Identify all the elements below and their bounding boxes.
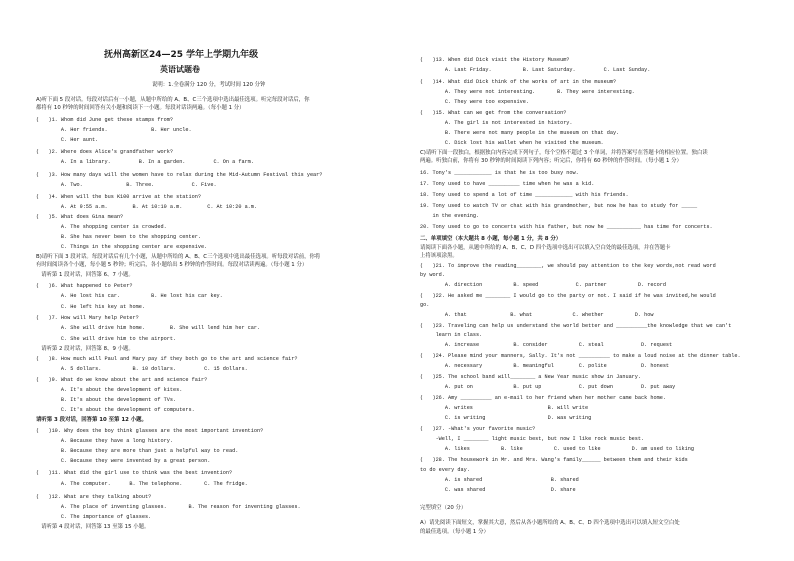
question-line: ( )4. When will the bus K100 arrive at the station? xyxy=(36,194,201,200)
question-line: ( )23. Traveling can help us understand the world better and __________the knowledge that we can't xyxy=(420,323,732,329)
question-line: ( )13. When did Dick visit the History Museum? xyxy=(420,57,570,63)
text-line: C)请听下面一段独白，根据独白内容完成下列句子，每个空格不超过 3 个单词，并将答案写在答题卡的相应位置。独白读 xyxy=(420,150,708,156)
question-line: ( )27. -What's your favorite music? xyxy=(420,426,536,432)
option-line: C. She will drive him to the airport. xyxy=(36,336,177,342)
fill-line: 20. Tony used to go to concerts with his father, but now he ___________ has time for concerts. xyxy=(420,224,713,230)
option-line: A. The place of inventing glasses. B. The reason for inventing glasses. xyxy=(36,504,301,510)
question-line: learn in class. xyxy=(420,332,483,338)
option-line: A. direction B. speed C. partner D. record xyxy=(420,282,666,288)
option-line: C. Dick lost his wallet when he visited the museum. xyxy=(420,140,604,146)
question-line: ( )22. He asked me ________ I would go to the party or not. I said if he was invited,he would xyxy=(420,293,716,299)
text-line: 都将有 10 秒钟的时间回答有关小题和阅读下一小题。每段对话读两遍。（每小题 1 分） xyxy=(36,105,245,111)
section-heading: 二、单项填空（本大题共 8 小题，每小题 1 分，共 8 分） xyxy=(420,236,562,242)
option-line: C. He left his key at home. xyxy=(36,304,145,310)
option-line: A. The shopping center is crowded. xyxy=(36,224,167,230)
question-line: by word. xyxy=(420,272,445,278)
text-line: 两遍。听独白前，你将有 30 秒钟的时间阅读下列内容；听完后，你将有 60 秒钟的作答时间。（每小题 1 分） xyxy=(420,158,682,164)
option-line: A. Last Friday. B. Last Saturday. C. Last Sunday. xyxy=(420,67,651,73)
option-line: C. is writing D. was writing xyxy=(420,415,592,421)
question-line: ( )25. The school band will________ a New Year music show in January. xyxy=(420,374,642,380)
option-line: A. 5 dollars. B. 10 dollars. C. 15 dollars. xyxy=(36,366,248,372)
option-line: A. is shared B. shared xyxy=(420,477,579,483)
text-line: A)听下面 5 段对话。每段对话后有一小题，从题中所给的 A、B、C三个选项中选出最佳选项。听完每段对话后，你 xyxy=(36,97,310,103)
option-line: C. Because they were invented by a great person. xyxy=(36,458,211,464)
option-line: A. Because they have a long history. xyxy=(36,438,173,444)
text-line: 请听第 2 段对话，回答第 8、9 小题。 xyxy=(36,346,134,352)
option-line: C. Her aunt. xyxy=(36,137,99,143)
text-line: 请听第 4 段对话，回答第 13 至第 15 小题。 xyxy=(36,524,150,530)
text-line: 请听第 3 段对话，回答第 10 至第 12 小题。 xyxy=(36,417,147,423)
question-line: ( )24. Please mind your manners, Sally. It's not __________ to make a loud noise at the dinner table. xyxy=(420,353,741,359)
option-line: C. They were too expensive. xyxy=(420,99,529,105)
option-line: A. She will drive him home. B. She will lend him her car. xyxy=(36,325,261,331)
exam-subtitle: 英语试题卷 xyxy=(160,65,200,74)
question-line: ( )15. What can we get from the conversation? xyxy=(420,110,567,116)
question-line: ( )14. What did Dick think of the works of art in the museum? xyxy=(420,79,617,85)
question-line: ( )3. How many days will the women have to relax during the Mid-Autumn Festival this year? xyxy=(36,172,323,178)
option-line: A. writes B. will write xyxy=(420,405,589,411)
right-column xyxy=(420,0,780,561)
option-line: A. At 9:55 a.m. B. At 10:10 a.m. C. At 10:20 a.m. xyxy=(36,204,258,210)
option-line: A. increase B. consider C. steal D. request xyxy=(420,342,673,348)
question-line: ( )6. What happened to Peter? xyxy=(36,283,133,289)
exam-title: 抚州高新区24—25 学年上学期九年级 xyxy=(104,50,259,60)
option-line: A. likes B. like C. used to like D. am used to liking xyxy=(420,446,694,452)
question-line: to do every day. xyxy=(420,467,470,473)
option-line: B. It's about the development of TVs. xyxy=(36,397,177,403)
option-line: A. Her friends. B. Her uncle. xyxy=(36,127,192,133)
fill-line: 16. Tony's ____________ is that he is too busy now. xyxy=(420,170,579,176)
question-line: ( )10. Why does the boy think glasses are the most important invention? xyxy=(36,428,264,434)
question-line: ( )11. What did the girl use to think was the best invention? xyxy=(36,470,233,476)
fill-line: in the evening. xyxy=(420,213,480,219)
option-line: C. It's about the development of computers. xyxy=(36,407,195,413)
text-line: 的最佳选项。（每小题 1 分） xyxy=(420,529,489,535)
text-line: 上将该项涂黑。 xyxy=(420,253,458,259)
option-line: C. Things in the shopping center are expensive. xyxy=(36,244,208,250)
fill-line: 19. Tony used to watch TV or chat with his grandmother, but now he has to study for _____ xyxy=(420,203,698,209)
question-line: go. xyxy=(420,302,430,308)
option-line: A. It's about the development of kites. xyxy=(36,387,183,393)
question-line: ( )12. What are they talking about? xyxy=(36,494,152,500)
question-line: ( )1. Whom did June get these stamps from? xyxy=(36,117,173,123)
question-line: ( )28. The housework in Mr. and Mrs. Wang's family______ between them and their kids xyxy=(420,457,688,463)
question-line: ( )9. What do we know about the art and science fair? xyxy=(36,377,208,383)
question-line: -Well, I ________ light music best, but now I like rock music best. xyxy=(420,436,645,442)
option-line: B. She has never been to the shopping center. xyxy=(36,234,201,240)
question-line: ( )5. What does Gina mean? xyxy=(36,214,124,220)
left-column xyxy=(36,0,398,561)
exam-notice: 说明：1.全卷满分 120 分，考试时间 120 分钟 xyxy=(152,82,266,88)
text-line: 请阅读下面各小题，从题中所给的 A、B、C、D 四个选项中选出可以填入空白处的最佳选项，并在答题卡 xyxy=(420,245,671,251)
option-line: A. The computer. B. The telephone. C. The fridge. xyxy=(36,481,248,487)
question-line: ( )26. Amy __________ an e-mail to her friend when her mother came back home. xyxy=(420,395,666,401)
fill-line: 18. Tony used to spend a lot of time ____________ with his friends. xyxy=(420,192,629,198)
option-line: C. The importance of glasses. xyxy=(36,514,152,520)
text-line: B)请听下面 3 段对话。每段对话后有几个小题，从题中所给的 A、B、C三个选项中选出最佳选项。听每段对话前，你将 xyxy=(36,254,321,260)
option-line: A. put on B. put up C. put down D. put away xyxy=(420,384,676,390)
option-line: A. necessary B. meaningful C. polite D. honest xyxy=(420,363,670,369)
option-line: A. The girl is not interested in history. xyxy=(420,120,573,126)
fill-line: 17. Tony used to have __________ time when he was a kid. xyxy=(420,181,595,187)
option-line: A. Two. B. Three. C. Five. xyxy=(36,182,217,188)
question-line: ( )7. How will Mary help Peter? xyxy=(36,315,139,321)
section-heading: 完型填空（20 分） xyxy=(420,505,467,511)
text-line: 有时间阅读各个小题，每小题 5 秒钟；听完后，各小题给出 5 秒钟的作答时间。每段对话读两遍。（每小题 1 分） xyxy=(36,262,308,268)
option-line: B. There were not many people in the museum on that day. xyxy=(420,130,620,136)
option-line: B. Because they are more than just a helpful way to read. xyxy=(36,448,239,454)
question-line: ( )21. To improve the reading________, we should pay attention to the key words,not read word xyxy=(420,263,716,269)
question-line: ( )2. Where does Alice's grandfather work? xyxy=(36,149,173,155)
option-line: A. They were not interesting. B. They were interesting. xyxy=(420,89,635,95)
question-line: ( )8. How much will Paul and Mary pay if they both go to the art and science fair? xyxy=(36,356,298,362)
text-line: A）请先阅读下面短文，掌握其大意，然后从各小题所给的 A、B、C、D 四个选项中选出可以填入短文空白处 xyxy=(420,520,680,526)
option-line: A. He lost his car. B. He lost his car key. xyxy=(36,293,223,299)
option-line: C. was shared D. share xyxy=(420,487,576,493)
text-line: 请听第 1 段对话，回答第 6、7 小题。 xyxy=(36,272,134,278)
option-line: A. In a library. B. In a garden. C. On a farm. xyxy=(36,159,254,165)
option-line: A. that B. what C. whether D. how xyxy=(420,312,654,318)
